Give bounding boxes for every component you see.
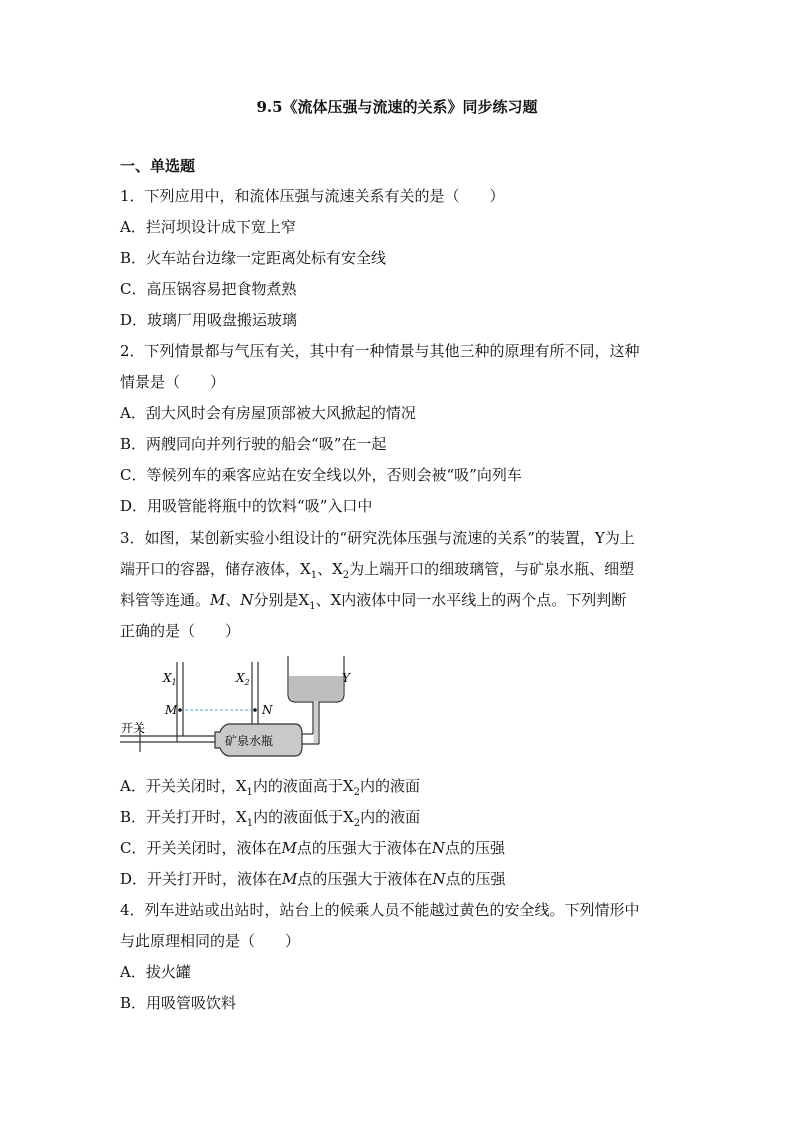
question-stem: 3．如图，某创新实验小组设计的“研究洗体压强与流速的关系”的装置，Y为上 [120,529,635,547]
option-c: C．等候列车的乘客应站在安全线以外，否则会被“吸”向列车 [120,466,522,484]
x1-label: $X_1$ [163,671,177,687]
question-stem-cont: 端开口的容器，储存液体，$X_1$、$X_2$为上端开口的细玻璃管，与矿泉水瓶、细塑 [120,560,635,581]
question-stem-cont: 料管等连通。M、N分别是$X_1$、X内液体中同一水平线上的两个点。下列判断 [120,591,627,612]
option-c: C．开关关闭时，液体在M点的压强大于液体在N点的压强 [120,839,505,857]
option-a: A．拦河坝设计成下宽上窄 [120,218,296,236]
question-2 [120,336,680,522]
question-stem-cont: 与此原理相同的是（ ） [120,932,301,950]
option-b: B．火车站台边缘一定距离处标有安全线 [120,249,387,267]
question-stem: 4．列车进站或出站时，站台上的候乘人员不能越过黄色的安全线。下列情形中 [120,901,640,919]
question-3 [120,523,680,647]
n-label: N [262,703,273,717]
option-b: B．用吸管吸饮料 [120,994,237,1012]
option-b: B．开关打开时，$X_1$内的液面低于$X_2$内的液面 [120,808,421,829]
question-4 [120,895,680,1019]
m-label: M [165,703,178,717]
page-title: 9.5《流体压强与流速的关系》同步练习题 [256,98,538,116]
question-stem-cont: 正确的是（ ） [120,622,241,640]
option-d: D．用吸管能将瓶中的饮料“吸”入口中 [120,497,373,515]
bottle-label: 矿泉水瓶 [225,734,274,748]
section-heading: 一、单选题 [120,157,196,175]
x2-label: $X_2$ [236,671,250,687]
option-b: B．两艘同向并列行驶的船会“吸”在一起 [120,435,387,453]
question-stem: 1．下列应用中，和流体压强与流速关系有关的是（ ） [120,187,505,205]
option-c: C．高压锅容易把食物煮熟 [120,280,297,298]
option-a: A．刮大风时会有房屋顶部被大风掀起的情况 [120,404,416,422]
question-stem-cont: 情景是（ ） [120,373,226,391]
option-a: A．拔火罐 [120,963,191,981]
option-d: D．玻璃厂用吸盘搬运玻璃 [120,311,298,329]
option-a: A．开关关闭时，$X_1$内的液面高于$X_2$内的液面 [120,777,420,798]
option-d: D．开关打开时，液体在M点的压强大于液体在N点的压强 [120,870,506,888]
question-stem: 2．下列情景都与气压有关，其中有一种情景与其他三种的原理有所不同，这种 [120,342,640,360]
y-label: Y [342,671,350,685]
apparatus-diagram [120,654,360,766]
question-1 [120,181,680,336]
question-3-options [120,771,680,895]
switch-label: 开关 [121,721,146,735]
